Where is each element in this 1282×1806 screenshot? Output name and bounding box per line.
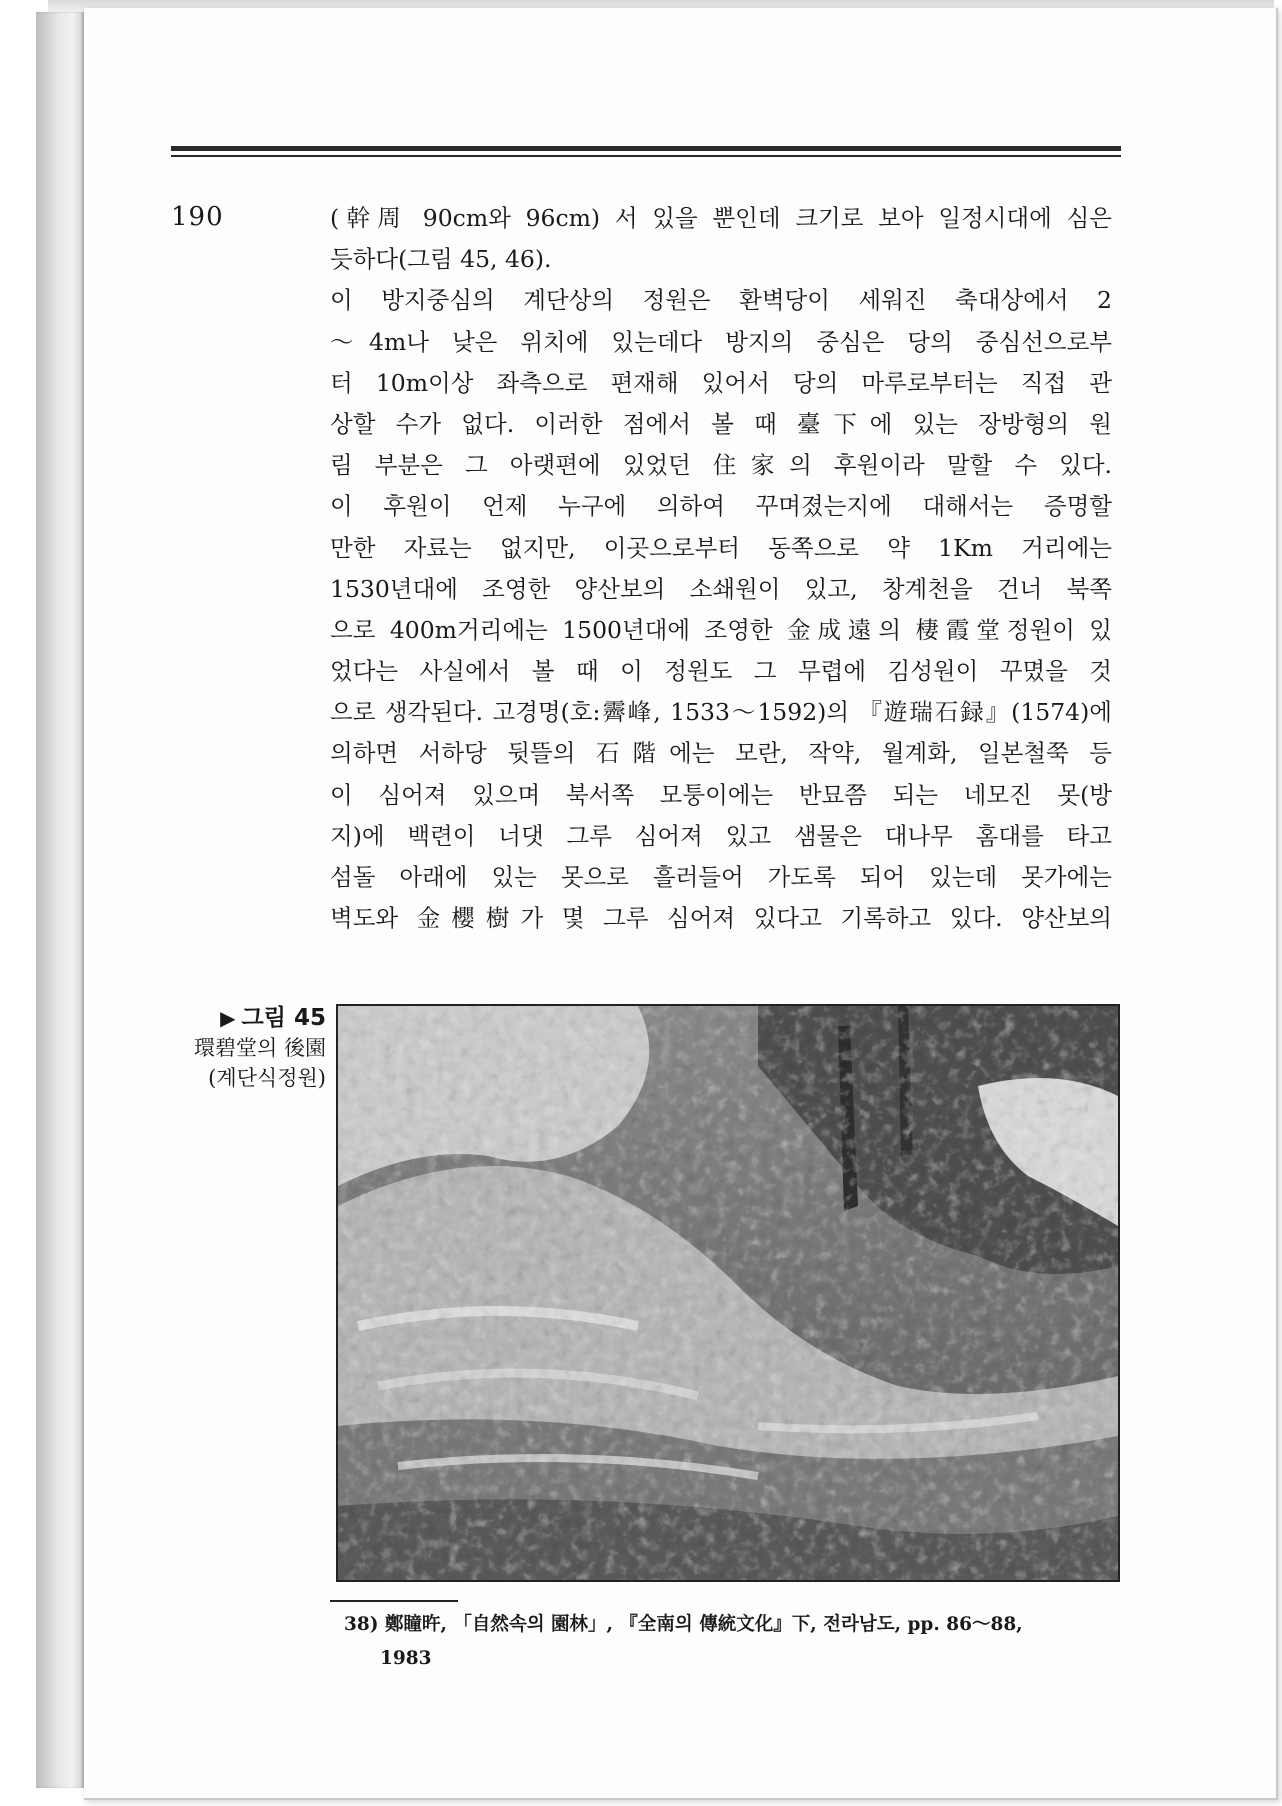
figure-title xyxy=(160,1003,326,1033)
text-line: 림 부분은 그 아랫편에 있었던 住家의 후원이라 말할 수 있다. xyxy=(330,451,1112,480)
text-line: 이 후원이 언제 누구에 의하여 꾸며졌는지에 대해서는 증명할 xyxy=(330,492,1112,521)
text-line: 이 심어져 있으며 북서쪽 모퉁이에는 반묘쯤 되는 네모진 못(방 xyxy=(330,780,1112,809)
text-line: 듯하다(그림 45, 46). xyxy=(330,245,552,274)
footnote-rule xyxy=(330,1600,458,1602)
figure-caption-line1: 環碧堂의 後園 xyxy=(194,1036,326,1060)
text-line: (幹周 90cm와 96cm) 서 있을 뿐인데 크기로 보아 일정시대에 심은 xyxy=(330,204,1112,232)
header-rule-thick xyxy=(171,146,1121,151)
text-line: ～4m나 낮은 위치에 있는데다 방지의 중심은 당의 중심선으로부 xyxy=(330,327,1112,356)
figure-caption-line2: (계단식정원) xyxy=(208,1066,326,1090)
body-text xyxy=(330,198,1112,939)
text-line: 이 방지중심의 계단상의 정원은 환벽당이 세워진 축대상에서 2 xyxy=(330,286,1112,315)
footnote xyxy=(344,1608,1104,1676)
text-line: 벽도와 金櫻樹가 몇 그루 심어져 있다고 기록하고 있다. 양산보의 xyxy=(330,904,1112,933)
garden-photo xyxy=(336,1004,1120,1582)
text-line: 섬돌 아래에 있는 못으로 흘러들어 가도록 되어 있는데 못가에는 xyxy=(330,863,1112,891)
text-line: 1530년대에 조영한 양산보의 소쇄원이 있고, 창계천을 건너 북쪽 xyxy=(330,574,1112,603)
text-line: 상할 수가 없다. 이러한 점에서 볼 때 臺下에 있는 장방형의 원 xyxy=(330,409,1112,438)
text-line: 었다는 사실에서 볼 때 이 정원도 그 무렵에 김성원이 꾸몄을 것 xyxy=(330,657,1112,686)
footnote-line1: 38) 鄭瞳旿, 「自然속의 園林」, 『全南의 傳統文化』下, 전라남도, pp. 86～88, xyxy=(344,1614,1023,1635)
garden-photo-image xyxy=(338,1006,1118,1580)
text-line: 만한 자료는 없지만, 이곳으로부터 동쪽으로 약 1Km 거리에는 xyxy=(330,533,1112,562)
text-line: 지)에 백련이 너댓 그루 심어져 있고 샘물은 대나무 홈대를 타고 xyxy=(330,821,1112,850)
triangle-pointer-icon: ▶ xyxy=(220,1006,236,1030)
figure-label xyxy=(160,1003,326,1093)
text-line: 의하면 서하당 뒷뜰의 石階에는 모란, 작약, 월계화, 일본철쭉 등 xyxy=(330,739,1112,768)
book-spine-edge xyxy=(36,12,84,1788)
figure-title-text: 그림 45 xyxy=(241,1005,326,1031)
text-line: 터 10m이상 좌측으로 편재해 있어서 당의 마루로부터는 직접 관 xyxy=(330,368,1112,397)
text-line: 으로 400m거리에는 1500년대에 조영한 金成遠의 棲霞堂정원이 있 xyxy=(330,615,1112,644)
page-number: 190 xyxy=(171,202,224,232)
text-line: 으로 생각된다. 고경명(호:霽峰, 1533～1592)의 『遊瑞石録』(1574)에 xyxy=(330,698,1112,727)
footnote-line2: 1983 xyxy=(380,1648,432,1669)
header-rule-thin xyxy=(171,155,1121,157)
